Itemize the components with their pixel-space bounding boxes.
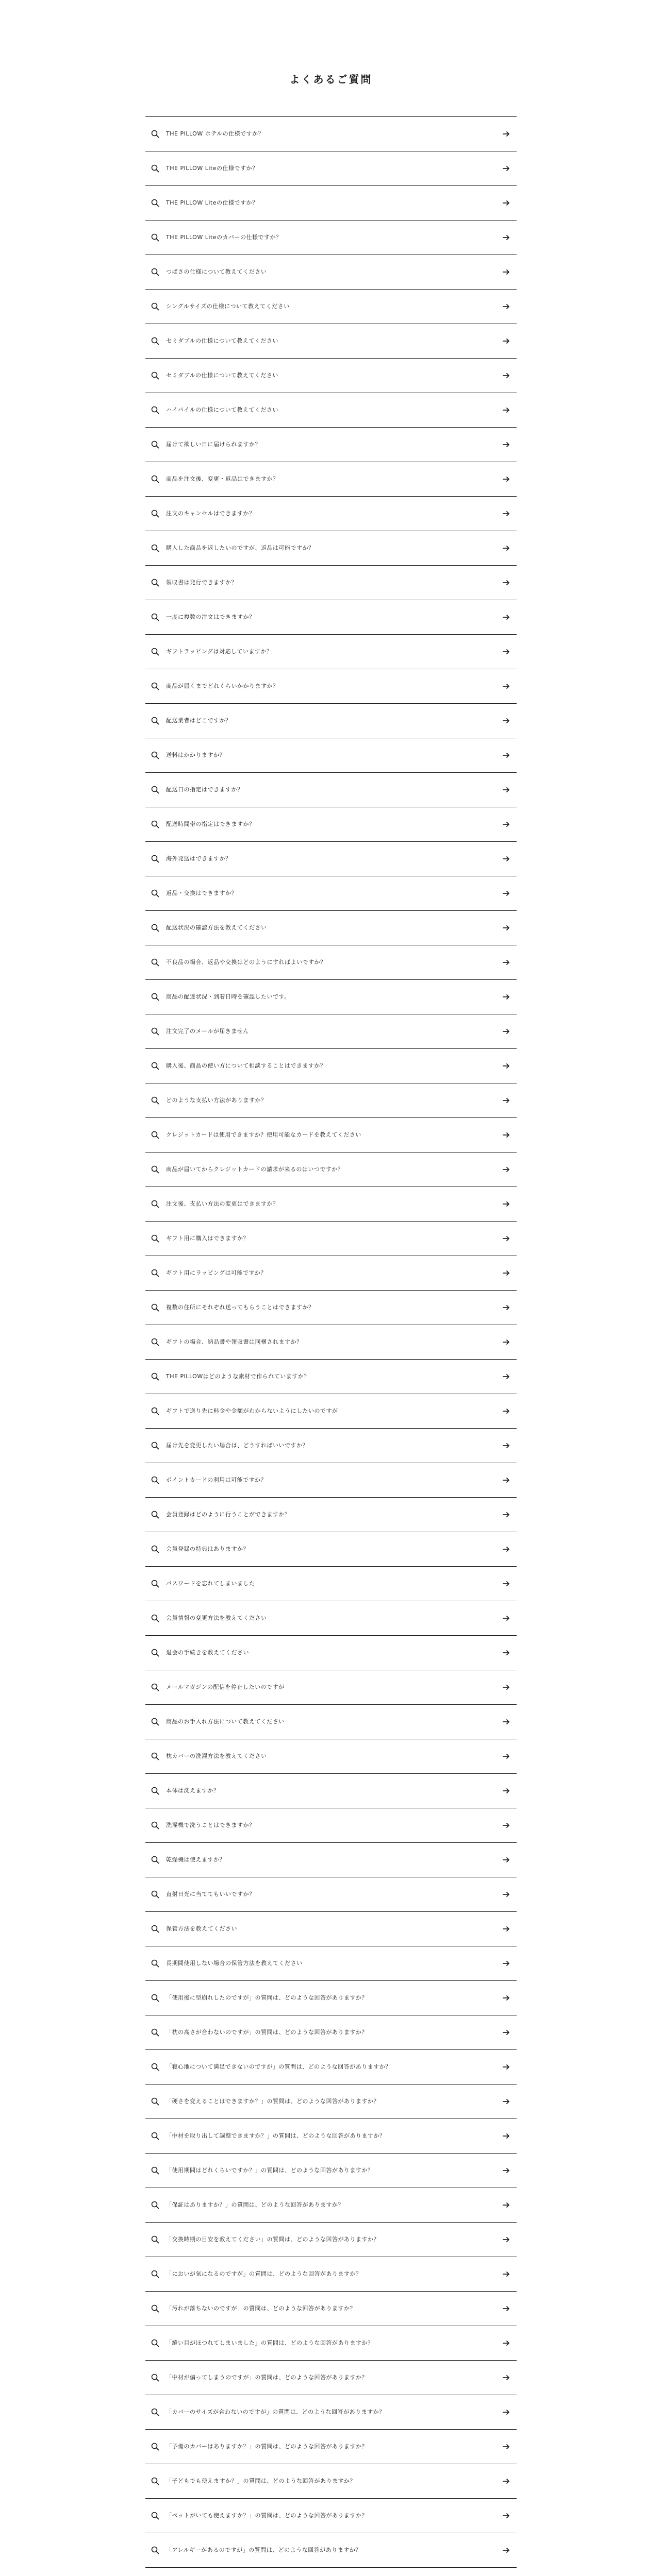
search-magnifier-icon — [151, 2408, 160, 2417]
faq-question-text: ギフトラッピングは対応していますか？ — [166, 648, 273, 655]
faq-question-text: 配送状況の確認方法を教えてください — [166, 924, 267, 931]
arrow-right-icon[interactable] — [502, 855, 510, 863]
faq-question-text: 会員登録の特典はありますか？ — [166, 1546, 249, 1552]
faq-item[interactable] — [145, 2257, 517, 2292]
arrow-right-icon[interactable] — [502, 337, 510, 345]
search-magnifier-icon — [151, 992, 160, 1002]
search-magnifier-icon — [151, 1579, 160, 1588]
arrow-right-icon[interactable] — [502, 406, 510, 414]
faq-item[interactable] — [145, 1153, 517, 1187]
arrow-right-icon[interactable] — [502, 2512, 510, 2520]
arrow-right-icon[interactable] — [502, 2546, 510, 2554]
arrow-right-icon[interactable] — [502, 1338, 510, 1346]
faq-question-text: 配送業者はどこですか？ — [166, 717, 231, 724]
search-magnifier-icon — [151, 267, 160, 277]
arrow-right-icon[interactable] — [502, 786, 510, 794]
faq-item[interactable] — [145, 842, 517, 876]
arrow-right-icon[interactable] — [502, 2235, 510, 2244]
search-magnifier-icon — [151, 164, 160, 173]
search-magnifier-icon — [151, 716, 160, 725]
search-magnifier-icon — [151, 785, 160, 794]
search-magnifier-icon — [151, 1061, 160, 1071]
faq-question-text: 直射日光に当ててもいいですか？ — [166, 1891, 255, 1897]
faq-question-text: シングルサイズの仕様について教えてください — [166, 303, 290, 310]
search-magnifier-icon — [151, 1130, 160, 1140]
search-magnifier-icon — [151, 1855, 160, 1865]
faq-question-text: THE PILLOWはどのような素材で作られていますか？ — [166, 1373, 310, 1380]
arrow-right-icon[interactable] — [502, 1407, 510, 1415]
faq-item[interactable] — [145, 2326, 517, 2361]
arrow-right-icon[interactable] — [502, 1303, 510, 1312]
faq-question-text: 注文後、支払い方法の変更はできますか？ — [166, 1200, 279, 1207]
faq-item[interactable] — [145, 117, 517, 151]
arrow-right-icon[interactable] — [502, 2201, 510, 2209]
search-magnifier-icon — [151, 1165, 160, 1174]
search-magnifier-icon — [151, 405, 160, 415]
arrow-right-icon[interactable] — [502, 1131, 510, 1139]
faq-question-text: 「カバーのサイズが合わないのですが」の質問は、どのような回答がありますか？ — [166, 2409, 385, 2415]
faq-question-text: 購入した商品を返したいのですが、返品は可能ですか？ — [166, 545, 315, 551]
search-magnifier-icon — [151, 958, 160, 967]
faq-item[interactable] — [145, 1739, 517, 1774]
faq-question-text: 商品の配達状況・到着日時を確認したいです。 — [166, 993, 290, 1000]
arrow-right-icon[interactable] — [502, 1856, 510, 1864]
faq-item[interactable] — [145, 2568, 517, 2576]
faq-item[interactable] — [145, 566, 517, 600]
search-magnifier-icon — [151, 2477, 160, 2486]
faq-item[interactable] — [145, 1187, 517, 1222]
arrow-right-icon[interactable] — [502, 1027, 510, 1036]
arrow-right-icon[interactable] — [502, 2270, 510, 2278]
faq-item[interactable] — [145, 1256, 517, 1291]
arrow-right-icon[interactable] — [502, 1096, 510, 1105]
faq-item[interactable] — [145, 1463, 517, 1498]
arrow-right-icon[interactable] — [502, 2132, 510, 2140]
search-magnifier-icon — [151, 233, 160, 242]
search-magnifier-icon — [151, 1441, 160, 1450]
search-magnifier-icon — [151, 1924, 160, 1934]
search-magnifier-icon — [151, 1372, 160, 1381]
search-magnifier-icon — [151, 129, 160, 139]
arrow-right-icon[interactable] — [502, 682, 510, 690]
faq-item[interactable] — [145, 462, 517, 497]
faq-question-text: つばさの仕様について教えてください — [166, 268, 267, 275]
faq-item[interactable] — [145, 1083, 517, 1118]
faq-question-text: 「使用期間はどれくらいですか？」の質問は、どのような回答がありますか？ — [166, 2167, 374, 2174]
faq-item[interactable] — [145, 359, 517, 393]
faq-item[interactable] — [145, 876, 517, 911]
faq-item[interactable] — [145, 1498, 517, 1532]
faq-item[interactable] — [145, 1532, 517, 1567]
arrow-right-icon[interactable] — [502, 1821, 510, 1829]
search-magnifier-icon — [151, 302, 160, 311]
faq-question-text: 「においが気になるのですが」の質問は、どのような回答がありますか？ — [166, 2270, 362, 2277]
arrow-right-icon[interactable] — [502, 1890, 510, 1899]
arrow-right-icon[interactable] — [502, 924, 510, 932]
faq-item[interactable] — [145, 980, 517, 1014]
faq-item[interactable] — [145, 2119, 517, 2154]
faq-item[interactable] — [145, 1049, 517, 1083]
faq-item[interactable] — [145, 1670, 517, 1705]
arrow-right-icon[interactable] — [502, 1752, 510, 1760]
faq-item[interactable] — [145, 669, 517, 704]
arrow-right-icon[interactable] — [502, 1718, 510, 1726]
faq-item[interactable] — [145, 324, 517, 359]
faq-question-text: 届け先を変更したい場合は、どうすればいいですか？ — [166, 1442, 308, 1449]
arrow-right-icon[interactable] — [502, 371, 510, 380]
search-magnifier-icon — [151, 2062, 160, 2072]
faq-question-text: 乾燥機は使えますか？ — [166, 1856, 225, 1863]
arrow-right-icon[interactable] — [502, 1959, 510, 1968]
faq-item[interactable] — [145, 738, 517, 773]
faq-item[interactable] — [145, 1877, 517, 1912]
faq-item[interactable] — [145, 1912, 517, 1946]
faq-question-text: THE PILLOW Liteのカバーの仕様ですか？ — [166, 234, 282, 241]
faq-question-text: ギフト用に購入はできますか？ — [166, 1235, 249, 1242]
faq-item[interactable] — [145, 2084, 517, 2119]
faq-item[interactable] — [145, 2188, 517, 2223]
arrow-right-icon[interactable] — [502, 613, 510, 621]
faq-item[interactable] — [145, 393, 517, 428]
faq-question-text: 商品を注文後、変更・返品はできますか？ — [166, 476, 279, 482]
search-magnifier-icon — [151, 1337, 160, 1347]
arrow-right-icon[interactable] — [502, 1372, 510, 1381]
faq-question-text: 注文完了のメールが届きません — [166, 1028, 249, 1035]
faq-question-text: どのような支払い方法がありますか？ — [166, 1097, 267, 1104]
search-magnifier-icon — [151, 1096, 160, 1105]
faq-item[interactable] — [145, 1843, 517, 1877]
faq-item[interactable] — [145, 1808, 517, 1843]
faq-item[interactable] — [145, 2499, 517, 2533]
arrow-right-icon[interactable] — [502, 1580, 510, 1588]
search-magnifier-icon — [151, 1476, 160, 1485]
arrow-right-icon[interactable] — [502, 268, 510, 276]
faq-question-text: 注文のキャンセルはできますか？ — [166, 510, 255, 517]
faq-question-text: 「中材を取り出して調整できますか？」の質問は、どのような回答がありますか？ — [166, 2132, 386, 2139]
faq-question-text: THE PILLOW Liteの仕様ですか？ — [166, 199, 258, 206]
arrow-right-icon[interactable] — [502, 2408, 510, 2416]
search-magnifier-icon — [151, 2269, 160, 2279]
faq-item[interactable] — [145, 2464, 517, 2499]
faq-question-text: 配送時間帯の指定はできますか？ — [166, 821, 255, 827]
arrow-right-icon[interactable] — [502, 1062, 510, 1070]
faq-question-text: 本体は洗えますか？ — [166, 1787, 220, 1794]
faq-question-text: 商品が届いてからクレジットカードの請求が来るのはいつですか？ — [166, 1166, 344, 1173]
faq-list — [145, 116, 517, 2576]
search-magnifier-icon — [151, 2511, 160, 2520]
faq-question-text: 送料はかかりますか？ — [166, 752, 225, 758]
faq-question-text: 洗濯機で洗うことはできますか？ — [166, 1822, 255, 1828]
arrow-right-icon[interactable] — [502, 1545, 510, 1553]
faq-item[interactable] — [145, 1325, 517, 1360]
page-title: よくあるご質問 — [289, 73, 373, 86]
faq-question-text: ギフトで送り先に料金や金額がわからないようにしたいのですが — [166, 1408, 338, 1414]
faq-question-text: 領収書は発行できますか？ — [166, 579, 237, 586]
search-magnifier-icon — [151, 820, 160, 829]
faq-item[interactable] — [145, 2292, 517, 2326]
search-magnifier-icon — [151, 544, 160, 553]
faq-question-text: 一度に複数の注文はできますか？ — [166, 614, 255, 620]
faq-question-text: 不良品の場合、返品や交換はどのようにすればよいですか？ — [166, 959, 326, 965]
search-magnifier-icon — [151, 2028, 160, 2037]
faq-question-text: 「枕の高さが合わないのですが」の質問は、どのような回答がありますか？ — [166, 2029, 368, 2036]
faq-question-text: セミダブルの仕様について教えてください — [166, 372, 278, 379]
faq-question-text: 「寝心地について満足できないのですが」の質問は、どのような回答がありますか？ — [166, 2063, 391, 2070]
search-magnifier-icon — [151, 2373, 160, 2382]
faq-item[interactable] — [145, 600, 517, 635]
faq-item[interactable] — [145, 186, 517, 221]
faq-question-text: THE PILLOW ホテルの仕様ですか？ — [166, 130, 264, 137]
faq-question-text: 「予備のカバーはありますか？」の質問は、どのような回答がありますか？ — [166, 2443, 368, 2450]
faq-item[interactable] — [145, 221, 517, 255]
arrow-right-icon[interactable] — [502, 440, 510, 449]
faq-question-text: 「汚れが落ちないのですが」の質問は、どのような回答がありますか？ — [166, 2305, 356, 2312]
search-magnifier-icon — [151, 1752, 160, 1761]
faq-question-text: 届けて欲しい日に届けられますか？ — [166, 441, 261, 448]
faq-question-text: パスワードを忘れてしまいました — [166, 1580, 255, 1587]
search-magnifier-icon — [151, 2304, 160, 2313]
faq-item[interactable] — [145, 1222, 517, 1256]
arrow-right-icon[interactable] — [502, 1165, 510, 1174]
faq-item[interactable] — [145, 2015, 517, 2050]
faq-question-text: ポイントカードの利用は可能ですか？ — [166, 1477, 267, 1483]
arrow-right-icon[interactable] — [502, 2166, 510, 2175]
search-magnifier-icon — [151, 2338, 160, 2348]
faq-item[interactable] — [145, 2223, 517, 2257]
faq-question-text: 配送日の指定はできますか？ — [166, 786, 243, 793]
search-magnifier-icon — [151, 2131, 160, 2141]
faq-item[interactable] — [145, 1429, 517, 1463]
arrow-right-icon[interactable] — [502, 889, 510, 897]
arrow-right-icon[interactable] — [502, 648, 510, 656]
faq-question-text: 退会の手続きを教えてください — [166, 1649, 249, 1656]
faq-item[interactable] — [145, 1567, 517, 1601]
search-magnifier-icon — [151, 682, 160, 691]
faq-item[interactable] — [145, 807, 517, 842]
arrow-right-icon[interactable] — [502, 820, 510, 828]
search-magnifier-icon — [151, 440, 160, 449]
arrow-right-icon[interactable] — [502, 2028, 510, 2037]
search-magnifier-icon — [151, 1959, 160, 1968]
search-magnifier-icon — [151, 2166, 160, 2175]
faq-question-text: 「ペットがいても使えますか？」の質問は、どのような回答がありますか？ — [166, 2512, 368, 2519]
faq-question-text: 「中材が偏ってしまうのですが」の質問は、どのような回答がありますか？ — [166, 2374, 368, 2381]
faq-item[interactable] — [145, 2430, 517, 2464]
search-magnifier-icon — [151, 371, 160, 380]
arrow-right-icon[interactable] — [502, 2097, 510, 2106]
search-magnifier-icon — [151, 854, 160, 863]
faq-question-text: 「保証はありますか？」の質問は、どのような回答がありますか？ — [166, 2201, 344, 2208]
search-magnifier-icon — [151, 1683, 160, 1692]
arrow-right-icon[interactable] — [502, 1442, 510, 1450]
faq-question-text: 商品のお手入れ方法について教えてください — [166, 1718, 285, 1725]
faq-question-text: 長期間使用しない場合の保管方法を教えてください — [166, 1960, 303, 1967]
arrow-right-icon[interactable] — [502, 1614, 510, 1622]
faq-item[interactable] — [145, 2361, 517, 2395]
faq-item[interactable] — [145, 1014, 517, 1049]
arrow-right-icon[interactable] — [502, 1787, 510, 1795]
faq-item[interactable] — [145, 290, 517, 324]
search-magnifier-icon — [151, 509, 160, 518]
arrow-right-icon[interactable] — [502, 1683, 510, 1691]
search-magnifier-icon — [151, 474, 160, 484]
faq-question-text: 「交換時期の目安を教えてください」の質問は、どのような回答がありますか？ — [166, 2236, 379, 2243]
arrow-right-icon[interactable] — [502, 717, 510, 725]
faq-item[interactable] — [145, 1118, 517, 1153]
arrow-right-icon[interactable] — [502, 1200, 510, 1208]
faq-item[interactable] — [145, 531, 517, 566]
arrow-right-icon[interactable] — [502, 579, 510, 587]
faq-item[interactable] — [145, 1705, 517, 1739]
search-magnifier-icon — [151, 647, 160, 656]
search-magnifier-icon — [151, 1717, 160, 1726]
arrow-right-icon[interactable] — [502, 2063, 510, 2071]
faq-question-text: メールマガジンの配信を停止したいのですが — [166, 1684, 285, 1690]
faq-question-text: 会員情報の変更方法を教えてください — [166, 1615, 267, 1621]
arrow-right-icon[interactable] — [502, 510, 510, 518]
faq-item[interactable] — [145, 2395, 517, 2430]
arrow-right-icon[interactable] — [502, 1234, 510, 1243]
faq-item[interactable] — [145, 151, 517, 186]
faq-question-text: 「硬さを変えることはできますか？」の質問は、どのような回答がありますか？ — [166, 2098, 379, 2105]
faq-item[interactable] — [145, 428, 517, 462]
arrow-right-icon[interactable] — [502, 2477, 510, 2485]
faq-item[interactable] — [145, 1601, 517, 1636]
faq-question-text: 購入後、商品の使い方について相談することはできますか？ — [166, 1062, 326, 1069]
arrow-right-icon[interactable] — [502, 475, 510, 483]
arrow-right-icon[interactable] — [502, 544, 510, 552]
faq-question-text: THE PILLOW Liteの仕様ですか？ — [166, 165, 258, 172]
search-magnifier-icon — [151, 1993, 160, 2003]
faq-question-text: 複数の住所にそれぞれ送ってもらうことはできますか？ — [166, 1304, 315, 1311]
arrow-right-icon[interactable] — [502, 233, 510, 242]
faq-question-text: 「縫い目がほつれてしまいました」の質問は、どのような回答がありますか？ — [166, 2340, 374, 2346]
faq-question-text: ギフト用にラッピングは可能ですか？ — [166, 1269, 267, 1276]
search-magnifier-icon — [151, 1027, 160, 1036]
faq-item[interactable] — [145, 945, 517, 980]
arrow-right-icon[interactable] — [502, 2443, 510, 2451]
search-magnifier-icon — [151, 336, 160, 346]
search-magnifier-icon — [151, 1199, 160, 1209]
arrow-right-icon[interactable] — [502, 1476, 510, 1484]
search-magnifier-icon — [151, 1786, 160, 1795]
arrow-right-icon[interactable] — [502, 1511, 510, 1519]
faq-item[interactable] — [145, 1636, 517, 1670]
faq-item[interactable] — [145, 2050, 517, 2084]
search-magnifier-icon — [151, 1234, 160, 1243]
faq-question-text: ギフトの場合、納品書や領収書は同梱されますか？ — [166, 1338, 303, 1345]
faq-question-text: 「使用後に型崩れしたのですが」の質問は、どのような回答がありますか？ — [166, 1994, 368, 2001]
search-magnifier-icon — [151, 1545, 160, 1554]
faq-item[interactable] — [145, 1946, 517, 1981]
faq-question-text: 「子どもでも使えますか？」の質問は、どのような回答がありますか？ — [166, 2478, 356, 2484]
search-magnifier-icon — [151, 1648, 160, 1657]
faq-item[interactable] — [145, 911, 517, 945]
search-magnifier-icon — [151, 1614, 160, 1623]
faq-question-text: 「アレルギーがあるのですが」の質問は、どのような回答がありますか？ — [166, 2547, 361, 2553]
search-magnifier-icon — [151, 923, 160, 933]
arrow-right-icon[interactable] — [502, 1994, 510, 2002]
arrow-right-icon[interactable] — [502, 199, 510, 207]
faq-question-text: ハイパイルの仕様について教えてください — [166, 406, 279, 413]
search-magnifier-icon — [151, 2097, 160, 2106]
arrow-right-icon[interactable] — [502, 751, 510, 759]
faq-question-text: 返品・交換はできますか？ — [166, 890, 237, 896]
search-magnifier-icon — [151, 1821, 160, 1830]
faq-question-text: クレジットカードは使用できますか？使用可能なカードを教えてください — [166, 1131, 361, 1138]
faq-item[interactable] — [145, 1774, 517, 1808]
search-magnifier-icon — [151, 198, 160, 208]
faq-item[interactable] — [145, 255, 517, 290]
search-magnifier-icon — [151, 2200, 160, 2210]
search-magnifier-icon — [151, 578, 160, 587]
faq-question-text: 商品が届くまでどれくらいかかりますか？ — [166, 683, 279, 689]
search-magnifier-icon — [151, 1268, 160, 1278]
search-magnifier-icon — [151, 1406, 160, 1416]
faq-item[interactable] — [145, 1981, 517, 2015]
search-magnifier-icon — [151, 2442, 160, 2451]
faq-item[interactable] — [145, 2533, 517, 2568]
faq-item[interactable] — [145, 1360, 517, 1394]
arrow-right-icon[interactable] — [502, 993, 510, 1001]
faq-item[interactable] — [145, 1291, 517, 1325]
arrow-right-icon[interactable] — [502, 130, 510, 138]
arrow-right-icon[interactable] — [502, 2339, 510, 2347]
faq-item[interactable] — [145, 497, 517, 531]
faq-question-text: セミダブルの仕様について教えてください — [166, 337, 278, 344]
faq-question-text: 海外発送はできますか？ — [166, 855, 231, 862]
faq-item[interactable] — [145, 773, 517, 807]
faq-question-text: 会員登録はどのように行うことができますか？ — [166, 1511, 291, 1518]
arrow-right-icon[interactable] — [502, 2304, 510, 2313]
search-magnifier-icon — [151, 2235, 160, 2244]
arrow-right-icon[interactable] — [502, 302, 510, 311]
arrow-right-icon[interactable] — [502, 1269, 510, 1277]
faq-item[interactable] — [145, 704, 517, 738]
search-magnifier-icon — [151, 751, 160, 760]
arrow-right-icon[interactable] — [502, 2374, 510, 2382]
faq-item[interactable] — [145, 635, 517, 669]
search-magnifier-icon — [151, 1510, 160, 1519]
faq-question-text: 保管方法を教えてください — [166, 1925, 237, 1932]
search-magnifier-icon — [151, 1303, 160, 1312]
arrow-right-icon[interactable] — [502, 958, 510, 967]
search-magnifier-icon — [151, 889, 160, 898]
arrow-right-icon[interactable] — [502, 1925, 510, 1933]
search-magnifier-icon — [151, 613, 160, 622]
faq-item[interactable] — [145, 1394, 517, 1429]
arrow-right-icon[interactable] — [502, 1649, 510, 1657]
search-magnifier-icon — [151, 2546, 160, 2555]
arrow-right-icon[interactable] — [502, 164, 510, 173]
faq-question-text: 枕カバーの洗濯方法を教えてください — [166, 1753, 267, 1759]
faq-item[interactable] — [145, 2154, 517, 2188]
search-magnifier-icon — [151, 1890, 160, 1899]
